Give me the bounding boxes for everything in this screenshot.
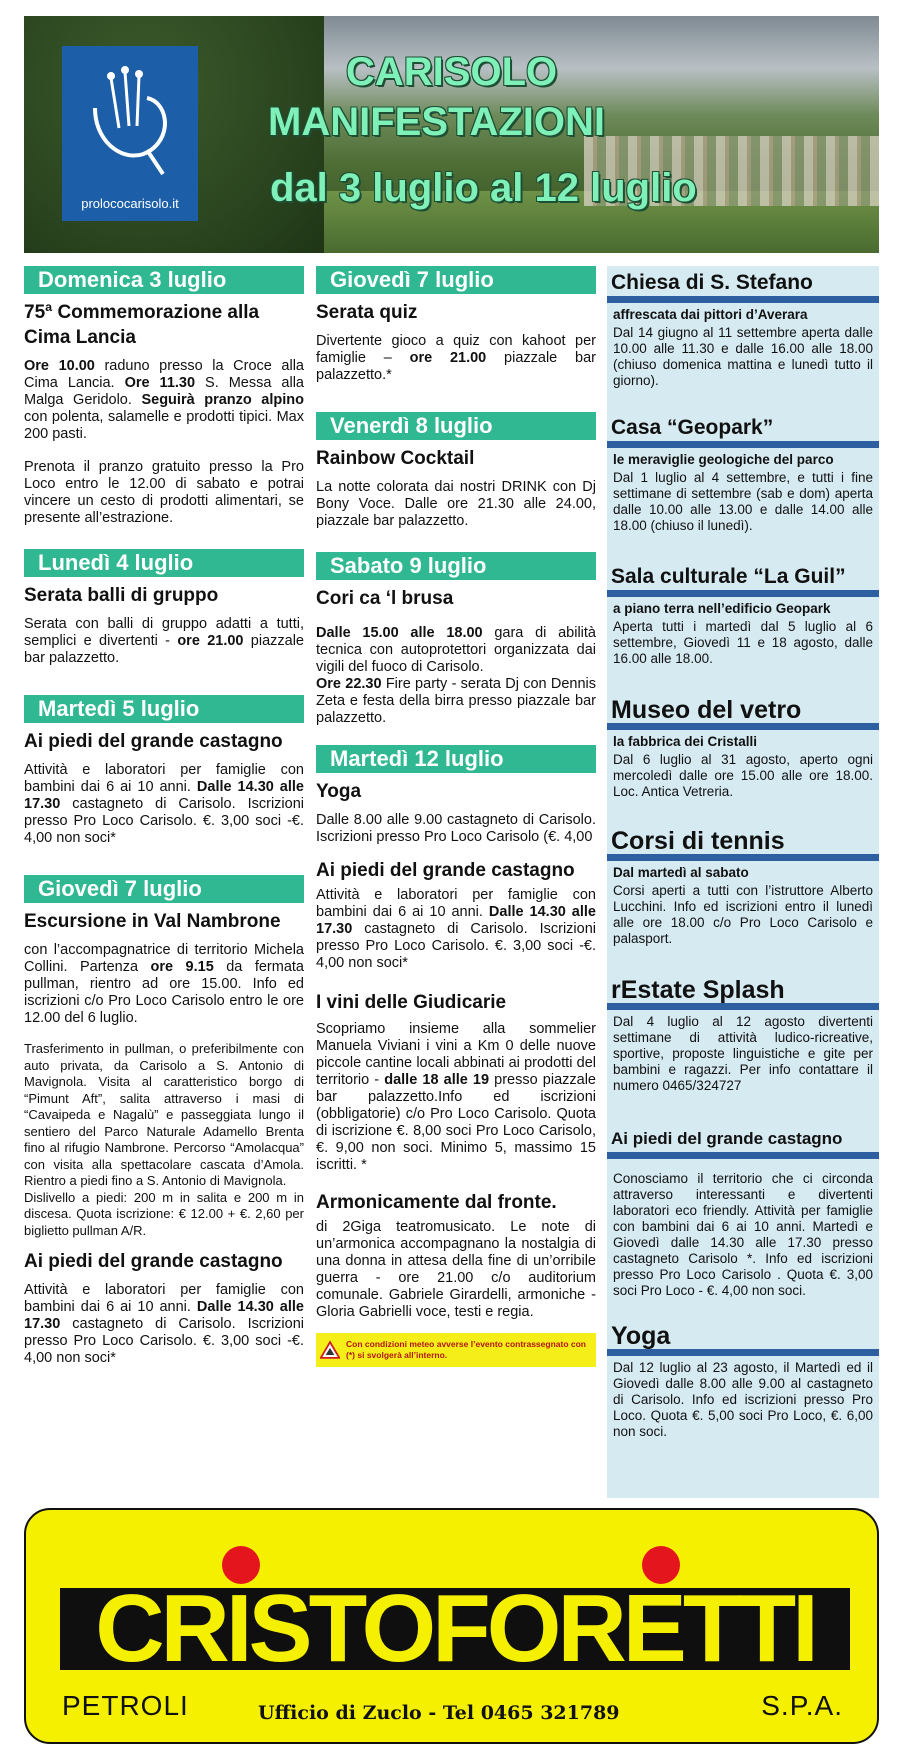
event-text: Attività e laboratori per famiglie con bambini dai 6 ai 10 anni. Dalle 14.30 alle 17.30 castagneto di Carisolo. Iscrizioni presso Pro Loco Carisolo. €. 3,00 soci -€. 4,00 non soci* (24, 1282, 304, 1366)
info-block (607, 828, 879, 947)
event-block (316, 552, 596, 727)
event-block (24, 1249, 304, 1367)
event-title: Ai piedi del grande castagno (24, 731, 283, 752)
event-block (316, 266, 596, 384)
proloco-logo-icon (77, 58, 183, 178)
red-dot-icon (642, 1546, 680, 1584)
info-subtitle: a piano terra nell’edificio Geopark (613, 601, 831, 616)
column-middle (316, 266, 596, 1367)
info-subtitle: affrescata dai pittori d’Averara (613, 307, 808, 322)
event-block (24, 695, 304, 847)
info-title: rEstate Splash (607, 977, 879, 1010)
sponsor-spa: S.P.A. (761, 1690, 843, 1721)
logo-website: prolococarisolo.it (81, 196, 179, 211)
info-title: Corsi di tennis (607, 828, 879, 861)
info-block (607, 697, 879, 800)
event-block (316, 990, 596, 1174)
sponsor-banner (24, 1508, 879, 1746)
sponsor-logo: CRISTOFORETTI (60, 1588, 850, 1670)
event-block (316, 1190, 596, 1321)
info-text: Dal 1 luglio al 4 settembre, e tutti i fine settimane di settembre (sab e dom) aperta dalle 10.00 alle 13.00 e dalle 14.00 alle 18.00 (chiuso il lunedì). (613, 470, 873, 533)
event-block (24, 549, 304, 667)
info-text: Dal 12 luglio al 23 agosto, il Martedì ed il Giovedì dalle 8.00 alle 9.00 al castagneto di Carisolo. Info ed iscrizioni presso Pro Loco. Quota €. 5,00 soci Pro Loco, €. 6,00 non soci. (613, 1360, 873, 1439)
event-title: Serata balli di gruppo (24, 585, 219, 606)
event-text: Serata con balli di gruppo adatti a tutti, semplici e divertenti - ore 21.00 piazzale bar palazzetto. (24, 616, 304, 666)
day-band: Martedì 5 luglio (24, 695, 304, 723)
event-block (316, 745, 596, 846)
info-text: Dal 6 luglio al 31 agosto, aperto ogni mercoledì dalle ore 15.00 alle ore 18.00. Loc. Antica Vetreria. (613, 752, 873, 799)
day-band: Sabato 9 luglio (316, 552, 596, 580)
proloco-logo (62, 46, 198, 221)
event-text: Dalle 15.00 alle 18.00 gara di abilità tecnica con autoprotettori organizzata dai vigili del fuoco di Carisolo. Ore 22.30 Fire party - serata Dj con Dennis Zeta e festa della birra presso piazzale bar palazzetto. (316, 625, 596, 726)
subtitle-dates: dal 3 luglio al 12 luglio (270, 166, 697, 210)
event-text: Divertente gioco a quiz con kahoot per famiglie – ore 21.00 piazzale bar palazzetto.* (316, 333, 596, 383)
day-band: Lunedì 4 luglio (24, 549, 304, 577)
event-title: Ai piedi del grande castagno (316, 860, 575, 881)
info-title: Casa “Geopark” (607, 415, 879, 448)
event-title: Cori ca ‘l brusa (316, 588, 454, 609)
info-block (607, 564, 879, 667)
sponsor-petroli: PETROLI (62, 1690, 189, 1721)
info-block (607, 1126, 879, 1299)
info-text: Corsi aperti a tutti con l’istruttore Alberto Lucchini. Info ed iscrizioni entro il lunedì alle ore 18.00 c/o Pro Loco Carisolo e palasport. (613, 883, 873, 946)
event-text: Ore 10.00 raduno presso la Croce alla Cima Lancia. Ore 11.30 S. Messa alla Malga Geridolo. Seguirà pranzo alpino con polenta, salamelle e prodotti tipici. Max 200 pasti. (24, 358, 305, 442)
event-text: con l’accompagnatrice di territorio Michela Collini. Partenza ore 9.15 da fermata pullman, rientro ad ore 15.00. Info ed iscrizioni c/o Pro Loco Carisolo entro le ore 12.00 del 6 luglio. (24, 942, 304, 1026)
info-text: Dal 4 luglio al 12 agosto divertenti settimane di attività ludico-ricreative, sportive, proposte linguistiche e gite per bambini e ragazzi. Per info contattare il numero 0465/324727 (613, 1014, 873, 1093)
event-text: Trasferimento in pullman, o preferibilmente con auto privata, da Carisolo a S. Antonio di Mavignola. Visita al caratteristico borgo di “Pimunt Aft”, salita attraverso i masi di “Cavaipeda e Nagalù” e passeggiata lungo il sentiero del Parco Naturale Adamello Brenta fino al rifugio Nambrone. Percorso “Amolacqua” con visita alla spettacolare cascata d’Amola. Rientro a piedi fino a S. Antonio di Mavignola. (24, 1041, 304, 1188)
event-text: Dalle 8.00 alle 9.00 castagneto di Carisolo. Iscrizioni presso Pro Loco Carisolo (€. 4,00 (316, 812, 596, 845)
event-text: Attività e laboratori per famiglie con bambini dai 6 ai 10 anni. Dalle 14.30 alle 17.30 castagneto di Carisolo. Iscrizioni presso Pro Loco Carisolo. €. 3,00 soci -€. 4,00 non soci* (316, 887, 596, 971)
title-carisolo: CARISOLO (346, 50, 558, 94)
event-block (24, 875, 304, 1239)
event-block (316, 858, 596, 972)
event-title: Serata quiz (316, 302, 418, 323)
info-block (607, 266, 879, 389)
info-text: Aperta tutti i martedì dal 5 luglio al 6 settembre, Giovedì 11 e 18 agosto, dalle 16.00 alle 18.00. (613, 619, 873, 666)
event-title: 75ª Commemorazione alla Cima Lancia (24, 302, 260, 348)
day-band: Giovedì 7 luglio (316, 266, 596, 294)
sponsor-contact: Ufficio di Zuclo - Tel 0465 321789 (258, 1702, 620, 1724)
day-band: Giovedì 7 luglio (24, 875, 304, 903)
warning-text: Con condizioni meteo avverse l’evento contrassegnato con (*) si svolgerà all’interno. (346, 1339, 586, 1360)
title-manifestazioni: MANIFESTAZIONI (268, 100, 606, 144)
red-dot-icon (222, 1546, 260, 1584)
info-title: Chiesa di S. Stefano (607, 270, 879, 303)
info-subtitle: la fabbrica dei Cristalli (613, 734, 758, 749)
warning-triangle-icon (320, 1337, 340, 1363)
info-text: Dal 14 giugno al 11 settembre aperta dalle 10.00 alle 11.30 e dalle 16.00 alle 18.00 (chiuso domenica mattina e lunedì tutto il giorno). (613, 325, 873, 388)
event-text: Attività e laboratori per famiglie con bambini dai 6 ai 10 anni. Dalle 14.30 alle 17.30 castagneto di Carisolo. Iscrizioni presso Pro Loco Carisolo. €. 3,00 soci -€. 4,00 non soci* (24, 762, 304, 846)
info-title: Ai piedi del grande castagno (607, 1126, 879, 1159)
event-title: Armonicamente dal fronte. (316, 1192, 557, 1213)
event-text: di 2Giga teatromusicato. Le note di un’armonica accompagnano la nostalgia di una donna in attesa della fine di un’orribile guerra - ore 21.00 c/o auditorium comunale. Gabriele Girardelli, armoniche - Gloria Gabrielli voce, testi e regia. (316, 1219, 596, 1320)
event-title: Rainbow Cocktail (316, 448, 475, 469)
event-title: Yoga (316, 781, 362, 802)
info-text: Conosciamo il territorio che ci circonda attraverso interessanti e divertenti laboratori eco friendly. Attività per famiglie con bambini dai 6 ai 10 anni. Martedì e Giovedì dalle 14.30 alle 17.30 presso castagneto Carisolo *. Info ed iscrizioni presso Pro Loco Carisolo . Quota €. 3,00 soci Pro Loco - €. 4,00 non soci. (613, 1171, 873, 1298)
event-text: Dislivello a piedi: 200 m in salita e 200 m in discesa. Quota iscrizione: € 12.00 + €. 2,60 per biglietto pullman A/R. (24, 1189, 304, 1238)
event-title: I vini delle Giudicarie (316, 992, 507, 1013)
sponsor-panel (24, 1508, 879, 1744)
event-title: Escursione in Val Nambrone (24, 911, 281, 932)
event-text: Prenota il pranzo gratuito presso la Pro Loco entro le 12.00 di sabato e potrai vincere un cesto di prodotti alimentari, se presente all’estrazione. (24, 459, 304, 526)
column-left (24, 266, 304, 1367)
info-block (607, 977, 879, 1094)
info-block (607, 415, 879, 534)
info-title: Sala culturale “La Guil” (607, 564, 879, 597)
info-subtitle: Dal martedì al sabato (613, 865, 749, 880)
event-title: Ai piedi del grande castagno (24, 1251, 283, 1272)
header-banner (24, 16, 879, 253)
info-title: Museo del vetro (607, 697, 879, 730)
day-band: Venerdì 8 luglio (316, 412, 596, 440)
column-right (607, 266, 879, 1498)
info-block (607, 1323, 879, 1440)
event-block (316, 412, 596, 530)
info-subtitle: le meraviglie geologiche del parco (613, 452, 834, 467)
event-text: Scopriamo insieme alla sommelier Manuela Viviani i vini a Km 0 delle nuove piccole cantine locali abbinati ai prodotti del territorio - dalle 18 alle 19 presso piazzale bar palazzetto.Info ed iscrizioni (obbligatorie) c/o Pro Loco Carisolo. Quota di iscrizione €. 8,00 soci Pro Loco Carisolo, €. 9,00 non soci. Minimo 5, massimo 15 iscritti. * (316, 1021, 596, 1173)
day-band: Domenica 3 luglio (24, 266, 304, 294)
day-band: Martedì 12 luglio (316, 745, 596, 773)
info-title: Yoga (607, 1323, 879, 1356)
event-block (24, 266, 304, 527)
event-text: La notte colorata dai nostri DRINK con Dj Bony Voce. Dalle ore 21.30 alle 24.00, piazzale bar palazzetto. (316, 479, 596, 529)
weather-warning (316, 1333, 596, 1367)
